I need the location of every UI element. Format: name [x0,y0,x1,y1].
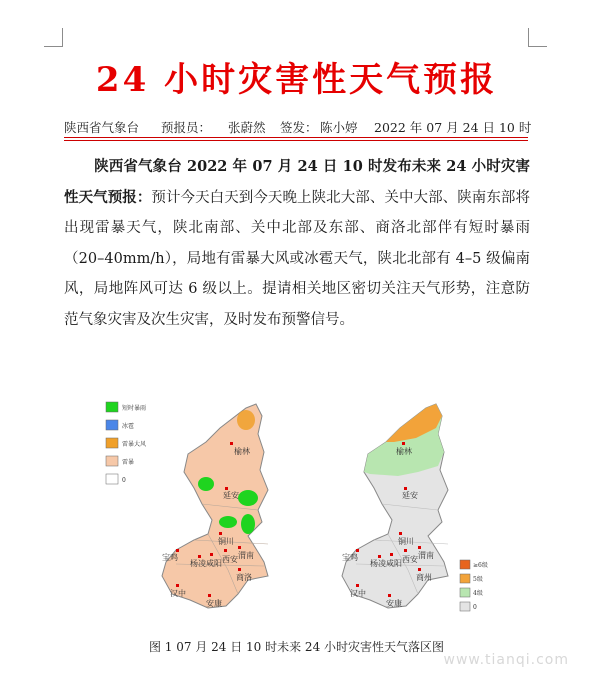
forecast-body [64,152,530,335]
legend-left-4: 0 [122,477,126,484]
signer-name: 陈小婷 [320,120,358,135]
watermark: www.tianqi.com [443,652,569,668]
signer-label: 签发： [280,120,318,135]
crop-mark-top-left [44,28,63,47]
thunderstorm-wind-zone [237,410,255,430]
legend-right-1: 5级 [473,576,483,583]
city-left-10: 安康 [206,599,222,608]
city-left-2: 铜川 [218,537,234,546]
city-right-0: 榆林 [396,447,412,456]
city-left-4: 杨凌 [190,559,206,568]
city-left-9: 汉中 [170,589,186,598]
legend-right-0: ≥6级 [473,562,488,569]
forecaster-name: 张蔚然 [228,120,266,135]
city-left-0: 榆林 [234,447,250,456]
legend-right-2: 4级 [473,590,483,597]
heavy-rain-zone-4 [241,514,255,534]
city-left-7: 渭南 [238,551,254,560]
city-right-3: 宝鸡 [342,553,358,562]
header-rule-top [64,137,528,138]
hazard-map [106,402,268,608]
city-right-4: 杨凌 [370,559,386,568]
city-right-5: 咸阳 [386,559,402,568]
forecast-lead: 陕西省气象台 2022 年 07 月 24 日 10 时发布未来 24 小时灾害性天气预报： [64,158,530,206]
shaanxi-outline-left [162,404,268,608]
city-left-5: 咸阳 [206,559,222,568]
document-title: 24 小时灾害性天气预报 [95,60,498,100]
forecaster-label: 预报员： [161,120,212,135]
forecast-text: 预计今天白天到今天晚上陕北大部、关中大部、陕南东部将出现雷暴天气，陕北南部、关中北部及东部、商洛北部伴有短时暴雨（20–40mm/h），局地有雷暴大风或冰雹天气，陕北北部有 4–5 级偏南风，局地阵风可达 6 级以上。提请相关地区密切关注天气形势，注意防范气象灾害及次生灾害，及时发布预警信号。 [64,189,531,328]
header-rule-bottom [64,140,528,141]
city-left-1: 延安 [223,491,239,500]
city-right-8: 商州 [416,573,432,582]
heavy-rain-zone-3 [219,516,237,528]
city-left-3: 宝鸡 [162,553,178,562]
issue-datetime: 2022 年 07 月 24 日 10 时 [374,120,532,135]
legend-right [460,560,488,611]
city-right-7: 渭南 [418,551,434,560]
city-right-2: 铜川 [398,537,414,546]
city-right-9: 汉中 [350,589,366,598]
city-right-6: 西安 [402,555,418,564]
forecast-maps [98,394,498,624]
city-right-1: 延安 [402,491,418,500]
city-right-10: 安康 [386,599,402,608]
crop-mark-top-right [528,28,547,47]
legend-left [106,402,146,484]
issuer: 陕西省气象台 [64,120,140,135]
city-left-6: 西安 [222,555,238,564]
legend-right-3: 0 [473,604,477,611]
legend-left-1: 冰雹 [122,423,135,430]
heavy-rain-zone-2 [238,490,258,506]
heavy-rain-zone-1 [198,477,214,491]
legend-left-3: 雷暴 [122,459,135,466]
meta-line [64,118,532,136]
legend-left-0: 短时暴雨 [122,405,147,412]
figure-caption: 图 1 07 月 24 日 10 时未来 24 小时灾害性天气落区图 [148,640,445,654]
wind-map [342,404,488,611]
city-left-8: 商洛 [236,573,252,582]
legend-left-2: 雷暴大风 [122,441,147,448]
